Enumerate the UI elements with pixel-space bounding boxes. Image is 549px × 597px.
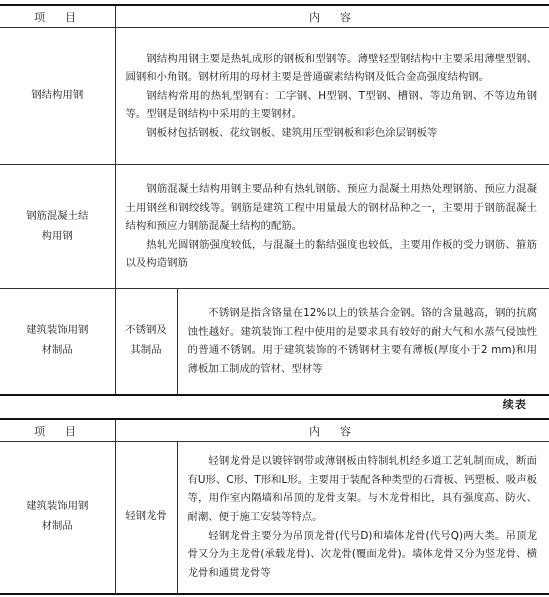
- row-label: [0, 289, 115, 395]
- header-item: 项 目: [0, 419, 115, 442]
- table-row-rebar-steel: [0, 165, 549, 289]
- row-sublabel: [115, 289, 177, 395]
- content-paragraph: 不锈钢是指含铬量在12%以上的铁基合金钢。铬的含量越高，钢的抗腐蚀性越好。建筑装饰工程中使用的是要求具有较好的耐大气和水蒸气侵蚀性的普通不锈钢。用于建筑装饰的不锈钢材主要有薄板(厚度小于2 mm)和用薄板加工制成的管材、型材等: [187, 307, 537, 375]
- content-paragraph: 轻钢龙骨是以镀锌钢带或薄钢板由特制轧机经多道工艺轧制而成，断面有U形、C形、T形和L形。主要用于装配各种类型的石膏板、钙塑板、吸声板等，用作室内隔墙和吊顶的龙骨支架。与木龙骨相比，具有强度高、防火、耐潮、便于施工安装等特点。: [187, 455, 537, 523]
- table-header-row: [0, 419, 549, 442]
- header-content: 内 容: [115, 5, 549, 28]
- content-paragraph: 钢板材包括钢板、花纹钢板、建筑用压型钢板和彩色涂层钢板等: [146, 126, 438, 139]
- row-content: [177, 442, 549, 594]
- content-paragraph: 钢结构常用的热轧型钢有：工字钢、H型钢、T型钢、槽钢、等边角钢、不等边角钢等。型钢是钢结构中采用的主要钢材。: [125, 89, 537, 121]
- row-content: [177, 289, 549, 395]
- row-sublabel-text: 不锈钢及其制品: [125, 324, 167, 357]
- row-label-text: 钢筋混凝土结构用钢: [26, 209, 89, 242]
- continued-table: [0, 418, 549, 595]
- row-label-text: 建筑装饰用钢材制品: [26, 324, 89, 357]
- main-table: [0, 4, 549, 396]
- row-content: [115, 165, 549, 289]
- row-sublabel: 轻钢龙骨: [115, 442, 177, 594]
- header-content: 内 容: [115, 419, 549, 442]
- table-row-steel-structure: [0, 28, 549, 165]
- content-paragraph: 钢筋混凝土结构用钢主要品种有热轧钢筋、预应力混凝土用热处理钢筋、预应力混凝土用钢丝和钢绞线等。钢筋是建筑工程中用量最大的钢材品种之一，主要用于钢筋混凝土结构和预应力钢筋混凝土结构的配筋。: [125, 183, 537, 233]
- row-label-text: 建筑装饰用钢材制品: [26, 500, 89, 533]
- row-label: [0, 165, 115, 289]
- content-paragraph: 热轧光圆钢筋强度较低，与混凝土的黏结强度也较低，主要用作板的受力钢筋、箍筋以及构造钢筋: [125, 238, 537, 270]
- row-content: [115, 28, 549, 165]
- table-row-light-steel-keel: [0, 442, 549, 594]
- row-label: 钢结构用钢: [0, 28, 115, 165]
- table-row-decorative-steel: [0, 289, 549, 395]
- content-paragraph: 钢结构用钢主要是热轧成形的钢板和型钢等。薄壁轻型钢结构中主要采用薄壁型钢、圆钢和小角钢。钢材所用的母材主要是普通碳素结构钢及低合金高强度结构钢。: [125, 52, 537, 84]
- row-label: [0, 442, 115, 594]
- table-header-row: [0, 5, 549, 28]
- continued-label: 续表: [502, 398, 527, 411]
- content-paragraph: 轻钢龙骨主要分为吊顶龙骨(代号D)和墙体龙骨(代号Q)两大类。吊顶龙骨又分为主龙骨(承载龙骨)、次龙骨(覆面龙骨)。墙体龙骨又分为竖龙骨、横龙骨和通贯龙骨等: [187, 529, 537, 579]
- header-item: 项 目: [0, 5, 115, 28]
